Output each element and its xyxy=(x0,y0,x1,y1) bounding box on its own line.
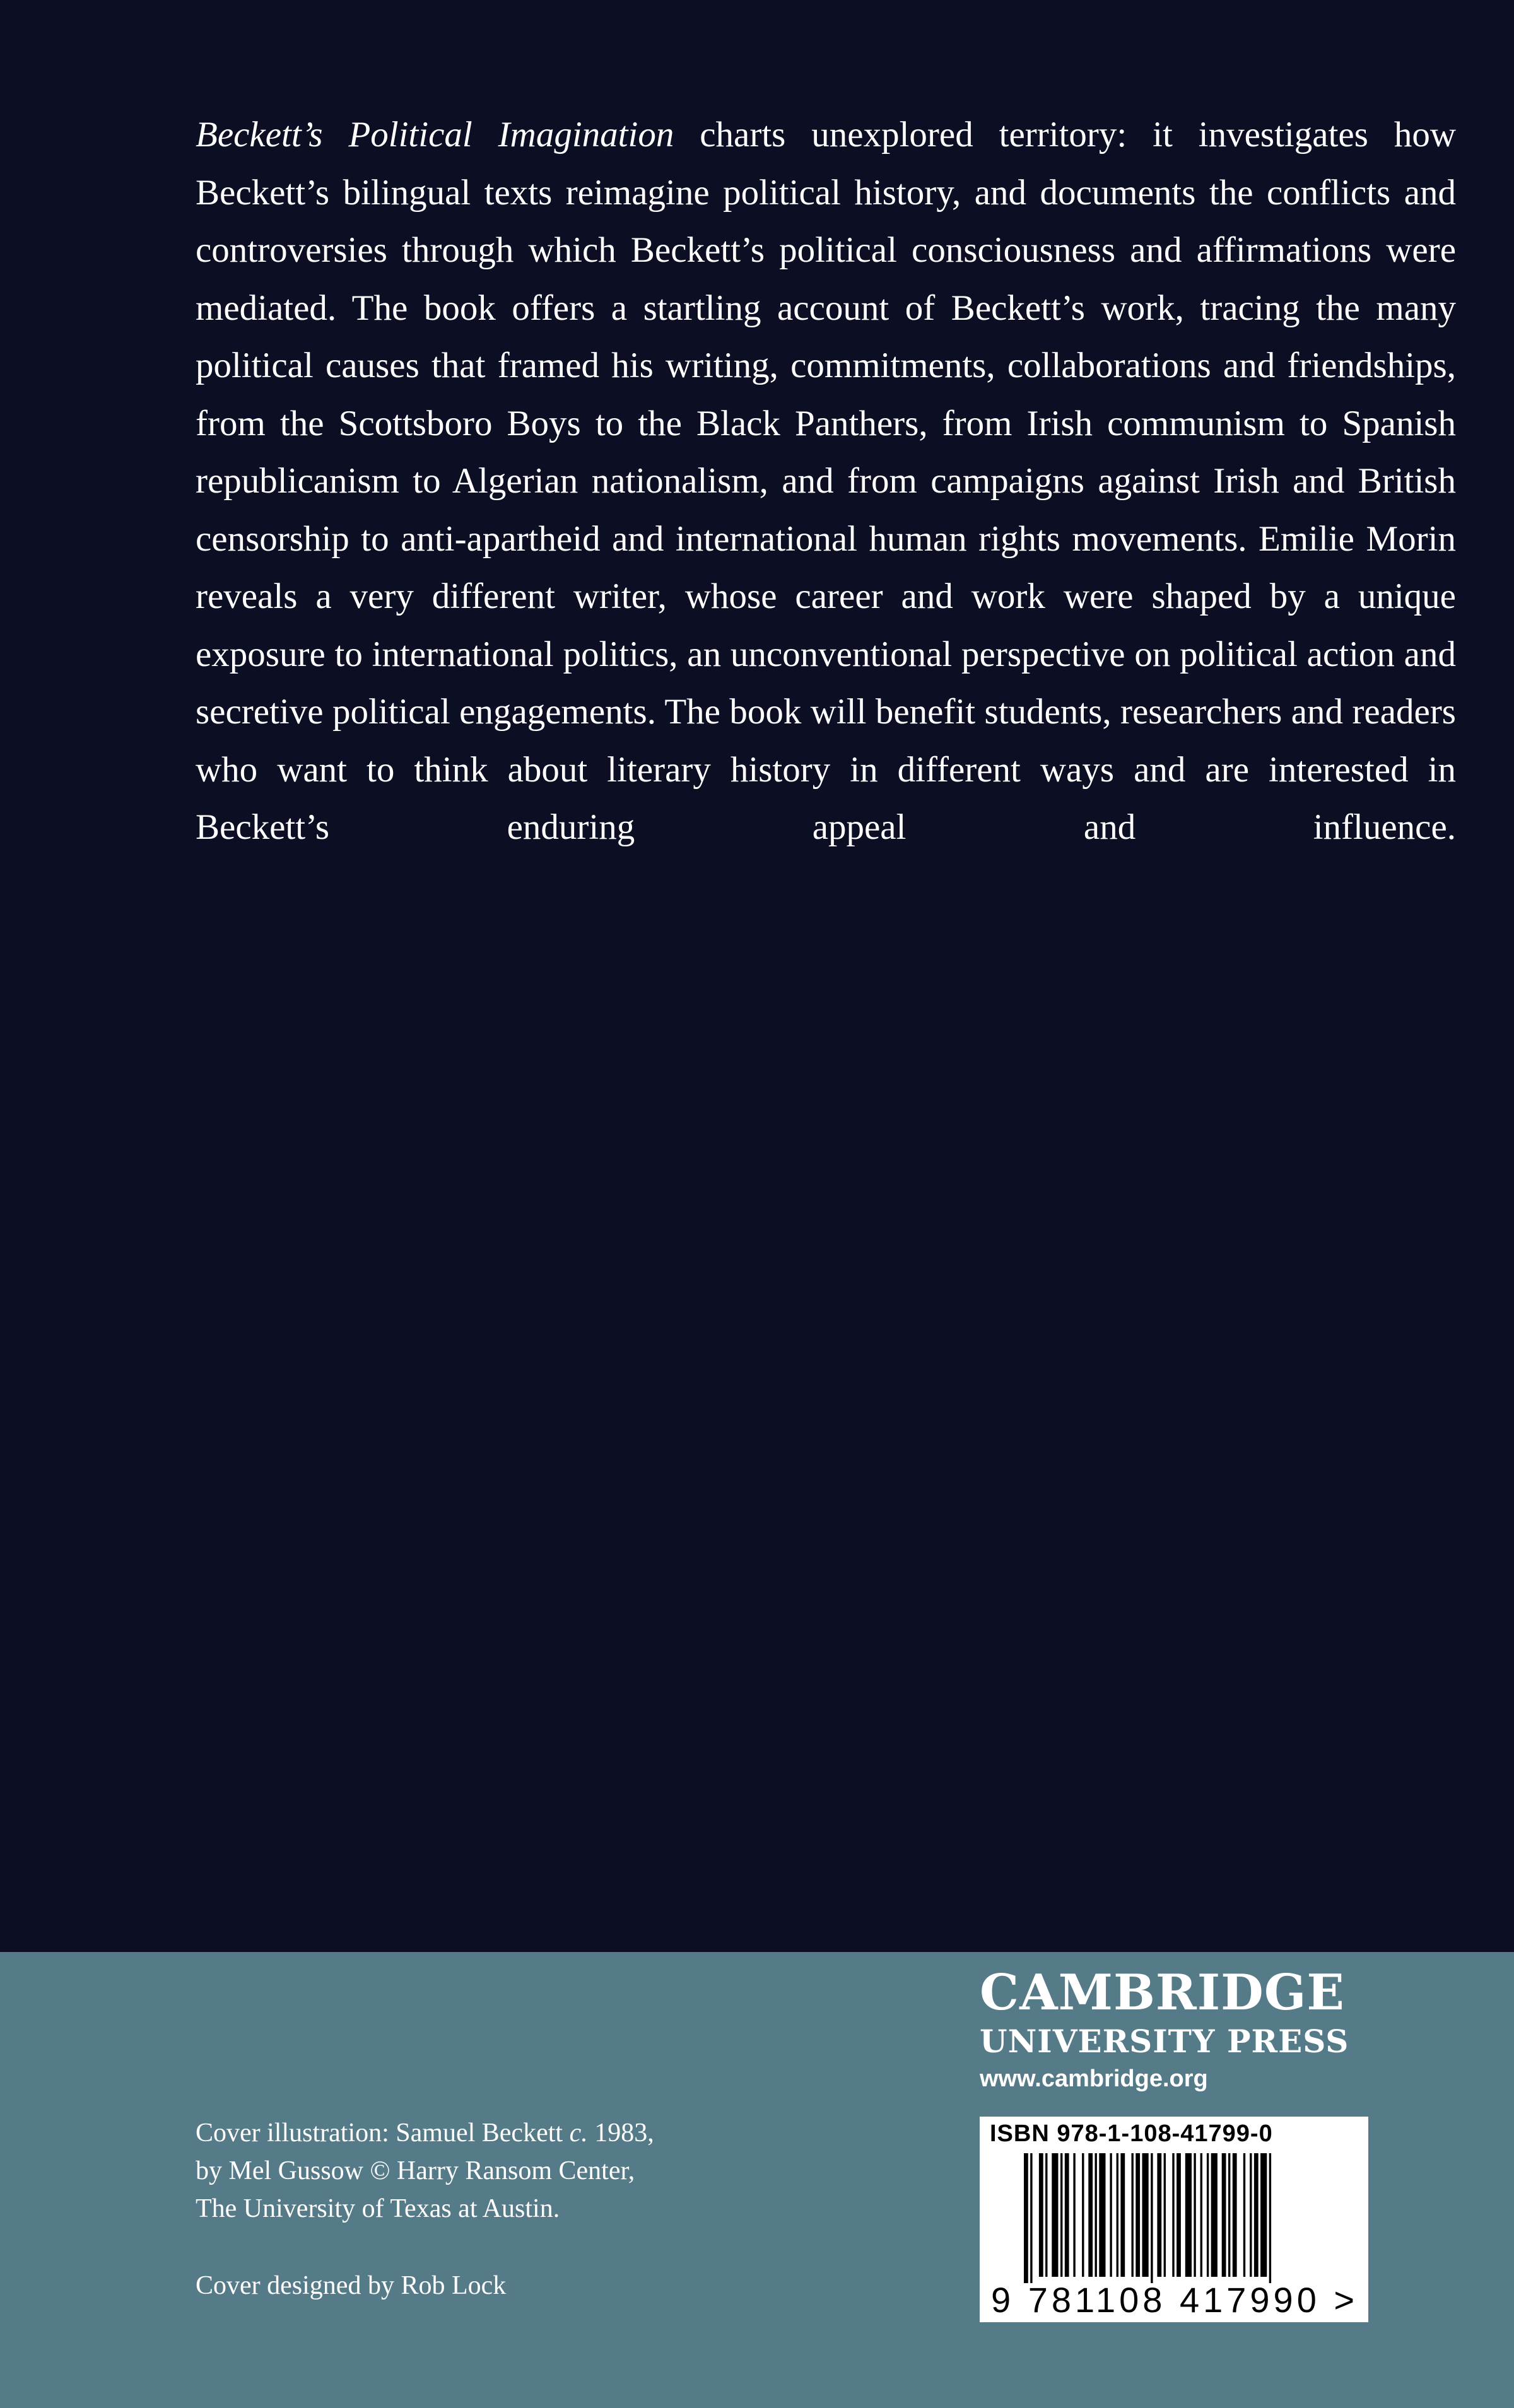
barcode-bar xyxy=(1194,2153,1195,2277)
publisher-name: CAMBRIDGE xyxy=(980,1964,1345,2021)
barcode-bar xyxy=(1136,2153,1140,2277)
barcode-bar xyxy=(1151,2153,1153,2283)
barcode-bar xyxy=(1024,2153,1028,2283)
barcode-bar xyxy=(1200,2153,1202,2277)
credit-illustration-line xyxy=(196,2114,826,2152)
barcode-bar xyxy=(1060,2153,1062,2277)
barcode-digits: 9 781108 417990 > xyxy=(991,2280,1359,2320)
cover-credits xyxy=(196,2114,826,2305)
barcode-bar xyxy=(1269,2153,1271,2283)
barcode-bar xyxy=(1254,2153,1259,2277)
credit-circa: c. xyxy=(569,2119,588,2148)
publisher-logo xyxy=(980,1963,1371,2098)
barcode-bar xyxy=(1045,2153,1047,2277)
barcode-panel xyxy=(980,2117,1368,2322)
barcode-bar xyxy=(1088,2153,1093,2277)
barcode-bar xyxy=(1207,2153,1209,2277)
barcode-bar xyxy=(1177,2153,1181,2277)
publisher-url: www.cambridge.org xyxy=(980,2066,1208,2092)
barcode-bar xyxy=(1065,2153,1069,2277)
barcode-bar xyxy=(1260,2153,1267,2277)
blurb-text: charts unexplored territory: it investigates how Beckett’s bilingual texts reimagine political history, and documents the conflicts and controversies through which Beckett’s political consciousness and affirmations were mediated. The book offers a startling account of Beckett’s work, tracing the many political causes that framed his writing, commitments, collaborations and friendships, from the Scottsboro Boys to the Black Panthers, from Irish communism to Spanish republicanism to Algerian nationalism, and from campaigns against Irish and British censorship to anti-apartheid and international human rights movements. Emilie Morin reveals a very different writer, whose career and work were shaped by a unique exposure to international politics, an unconventional perspective on political action and secretive political engagements. The book will benefit students, researchers and readers who want to think about literary history in different ways and are interested in Beckett’s enduring appeal and influence. xyxy=(196,115,1456,847)
barcode-bar xyxy=(1142,2153,1149,2277)
barcode-bar xyxy=(1095,2153,1097,2277)
barcode-bar xyxy=(1039,2153,1043,2277)
blurb-book-title: Beckett’s Political Imagination xyxy=(196,115,674,155)
barcode-bar xyxy=(1185,2153,1192,2277)
barcode-bar xyxy=(1030,2153,1032,2283)
barcode-bar xyxy=(1082,2153,1084,2277)
barcode-bar xyxy=(1117,2153,1118,2277)
publisher-subtitle: UNIVERSITY PRESS xyxy=(980,2023,1349,2060)
barcode-bar xyxy=(1157,2153,1161,2277)
barcode-bar xyxy=(1099,2153,1105,2277)
barcode-bar xyxy=(1211,2153,1218,2277)
barcode-bar xyxy=(1228,2153,1230,2277)
credit-illustration-prefix: Cover illustration: Samuel Beckett xyxy=(196,2119,570,2148)
barcode-bar xyxy=(1250,2153,1252,2277)
credit-designer-line: Cover designed by Rob Lock xyxy=(196,2271,507,2300)
credit-year: 1983, xyxy=(587,2119,654,2148)
credit-institution-line: The University of Texas at Austin. xyxy=(196,2194,560,2223)
isbn-label: ISBN 978-1-108-41799-0 xyxy=(990,2120,1273,2147)
credit-photographer-line: by Mel Gussow © Harry Ransom Center, xyxy=(196,2156,635,2185)
barcode-bar xyxy=(1052,2153,1058,2277)
barcode-bar xyxy=(1172,2153,1174,2277)
barcode-bar xyxy=(1073,2153,1075,2277)
barcode-bar xyxy=(1120,2153,1125,2277)
barcode-bar xyxy=(1132,2153,1134,2277)
barcode-bar xyxy=(1233,2153,1237,2277)
barcode-bar xyxy=(1110,2153,1112,2277)
barcode-bar xyxy=(1243,2153,1245,2277)
barcode-bar xyxy=(1222,2153,1226,2277)
blurb-paragraph xyxy=(196,106,1456,856)
barcode-bar xyxy=(1164,2153,1166,2277)
